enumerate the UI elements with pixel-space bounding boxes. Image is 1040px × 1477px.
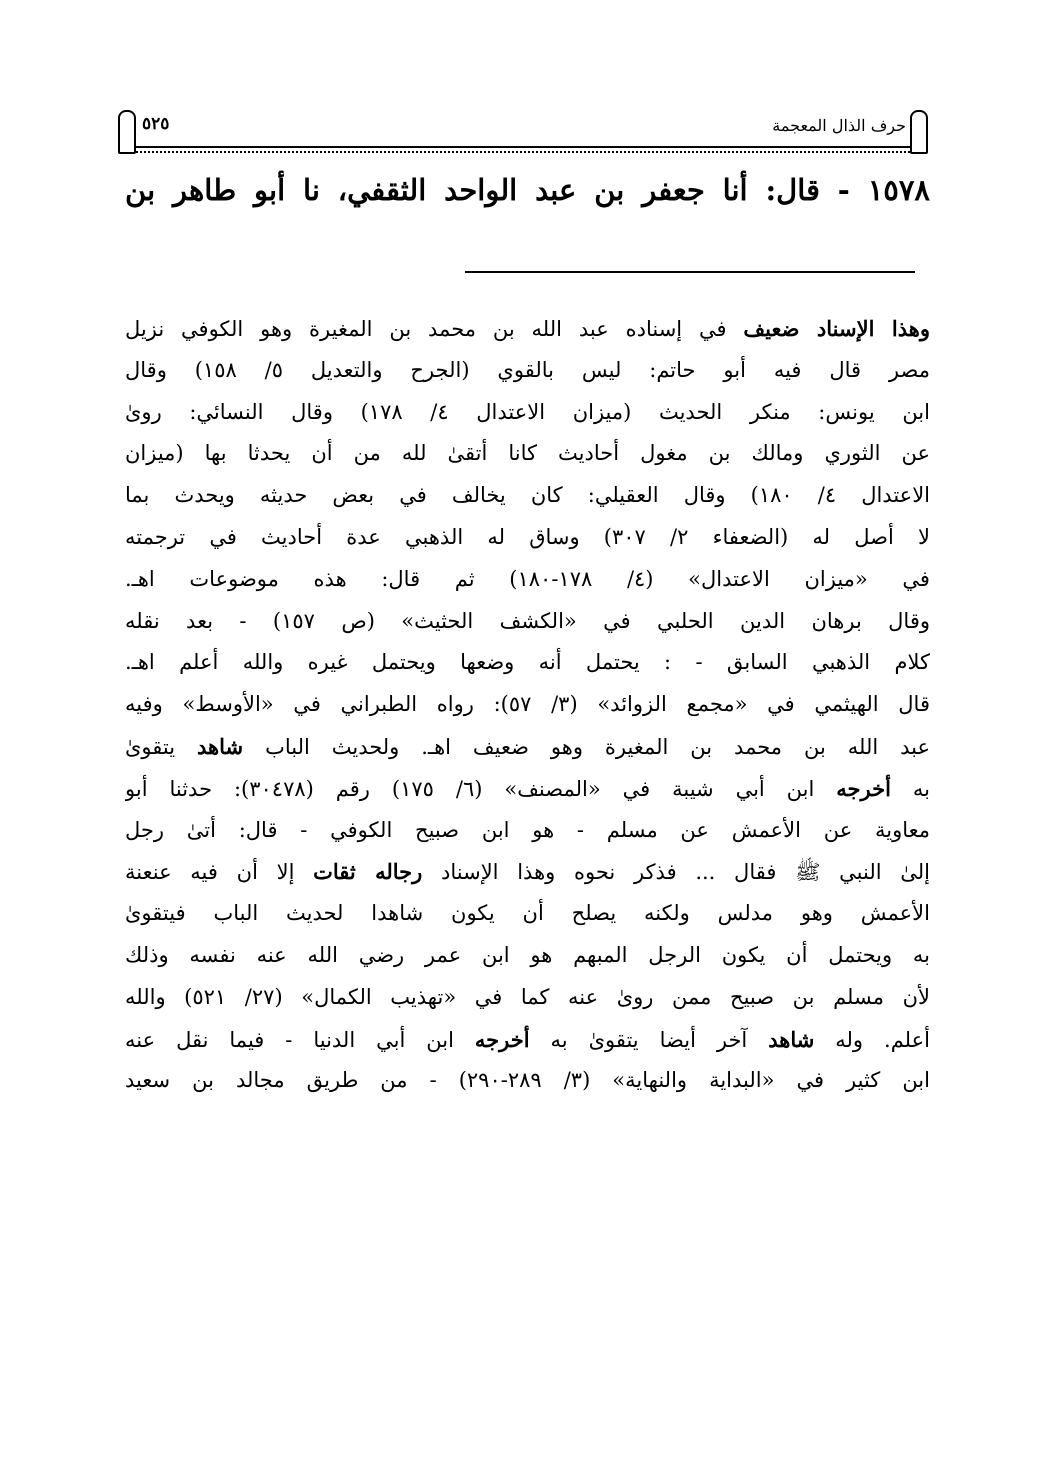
bold-term: وهذا الإسناد ضعيف [743,316,930,341]
footnote-line [125,308,930,350]
footnote-line [125,559,930,601]
text-segment: أعلم. وله [814,1027,930,1052]
chapter-title: حرف الذال المعجمة [772,116,906,135]
text-segment: يتقوىٰ [125,734,198,759]
page-number: ٥٢٥ [142,114,170,134]
text-segment: في «ميزان الاعتدال» (٤/ ١٧٨-١٨٠) ثم قال: هذه موضوعات اهـ. [125,566,930,591]
text-segment: ابن أبي الدنيا - فيما نقل عنه [125,1027,475,1052]
text-segment: قال الهيثمي في «مجمع الزوائد» (٣/ ٥٧): رواه الطبراني في «الأوسط» وفيه [125,692,930,717]
text-segment: إلىٰ النبي ﷺ فقال ... فذكر نحوه وهذا الإسناد [422,860,930,885]
text-segment: معاوية عن الأعمش عن مسلم - هو ابن صبيح الكوفي - قال: أتىٰ رجل [125,817,930,842]
footnote-line [125,642,930,684]
footnote-line [125,768,930,810]
footnote-line [125,1019,930,1061]
text-segment: الاعتدال ٤/ ١٨٠) وقال العقيلي: كان يخالف في بعض حديثه ويحدث بما [125,483,930,508]
footnote-line [125,1060,930,1102]
text-segment: ابن أبي شيبة في «المصنف» (٦/ ١٧٥) رقم (٣٠٤٧٨): حدثنا أبو [125,776,837,801]
footnote-line [125,475,930,517]
text-segment: كلام الذهبي السابق - : يحتمل أنه وضعها ويحتمل غيره والله أعلم اهـ. [125,650,930,675]
bold-term: أخرجه [474,1026,530,1052]
bold-term: أخرجه [836,775,891,801]
text-segment: ابن كثير في «البداية والنهاية» (٣/ ٢٨٩-٢٩٠) - من طريق مجالد بن سعيد [125,1068,930,1093]
footnote-separator [465,271,915,273]
header-rule [136,146,910,153]
text-segment: عبد الله بن محمد بن المغيرة وهو ضعيف اهـ. ولحديث الباب [243,734,930,759]
bold-term: رجاله ثقات [313,859,423,885]
footnote-line [125,851,930,893]
footnote-line [125,810,930,852]
text-segment: ابن يونس: منكر الحديث (ميزان الاعتدال ٤/ ١٧٨) وقال النسائي: روىٰ [125,399,930,424]
footnote-line [125,977,930,1019]
text-segment: به [890,776,930,801]
running-header [118,110,928,154]
text-segment: لأن مسلم بن صبيح ممن روىٰ عنه كما في «تهذيب الكمال» (٢٧/ ٥٢١) والله [125,984,930,1009]
text-segment: مصر قال فيه أبو حاتم: ليس بالقوي (الجرح والتعديل ٥/ ١٥٨) وقال [125,357,930,382]
footnote-line [125,601,930,643]
footnote-line [125,392,930,434]
text-segment: وقال برهان الدين الحلبي في «الكشف الحثيث» (ص ١٥٧) - بعد نقله [125,608,930,633]
text-segment: الأعمش وهو مدلس ولكنه يصلح أن يكون شاهدا لحديث الباب فيتقوىٰ [125,901,930,926]
footnote-line [125,935,930,977]
footnote-body [125,308,930,1102]
footnote-line [125,893,930,935]
hadith-entry-line: ١٥٧٨ - قال: أنا جعفر بن عبد الواحد الثقفي، نا أبو طاهر بن [125,173,930,207]
footnote-line [125,726,930,768]
footnote-line [125,433,930,475]
bold-term: شاهد [768,1026,815,1052]
ornament-icon [118,110,136,154]
ornament-icon [910,110,928,154]
footnote-line [125,517,930,559]
footnote-line [125,684,930,726]
footnote-line [125,350,930,392]
text-segment: آخر أيضا يتقوىٰ به [529,1027,769,1052]
text-segment: عن الثوري ومالك بن مغول أحاديث كانا أتقىٰ لله من أن يحدثا بها (ميزان [125,441,930,466]
bold-term: شاهد [197,733,244,759]
text-segment: لا أصل له (الضعفاء ٢/ ٣٠٧) وساق له الذهبي عدة أحاديث في ترجمته [125,524,930,549]
text-segment: به ويحتمل أن يكون الرجل المبهم هو ابن عمر رضي الله عنه نفسه وذلك [125,942,930,967]
text-segment: في إسناده عبد الله بن محمد بن المغيرة وهو الكوفي نزيل [125,317,744,341]
text-segment: إلا أن فيه عنعنة [125,860,314,885]
